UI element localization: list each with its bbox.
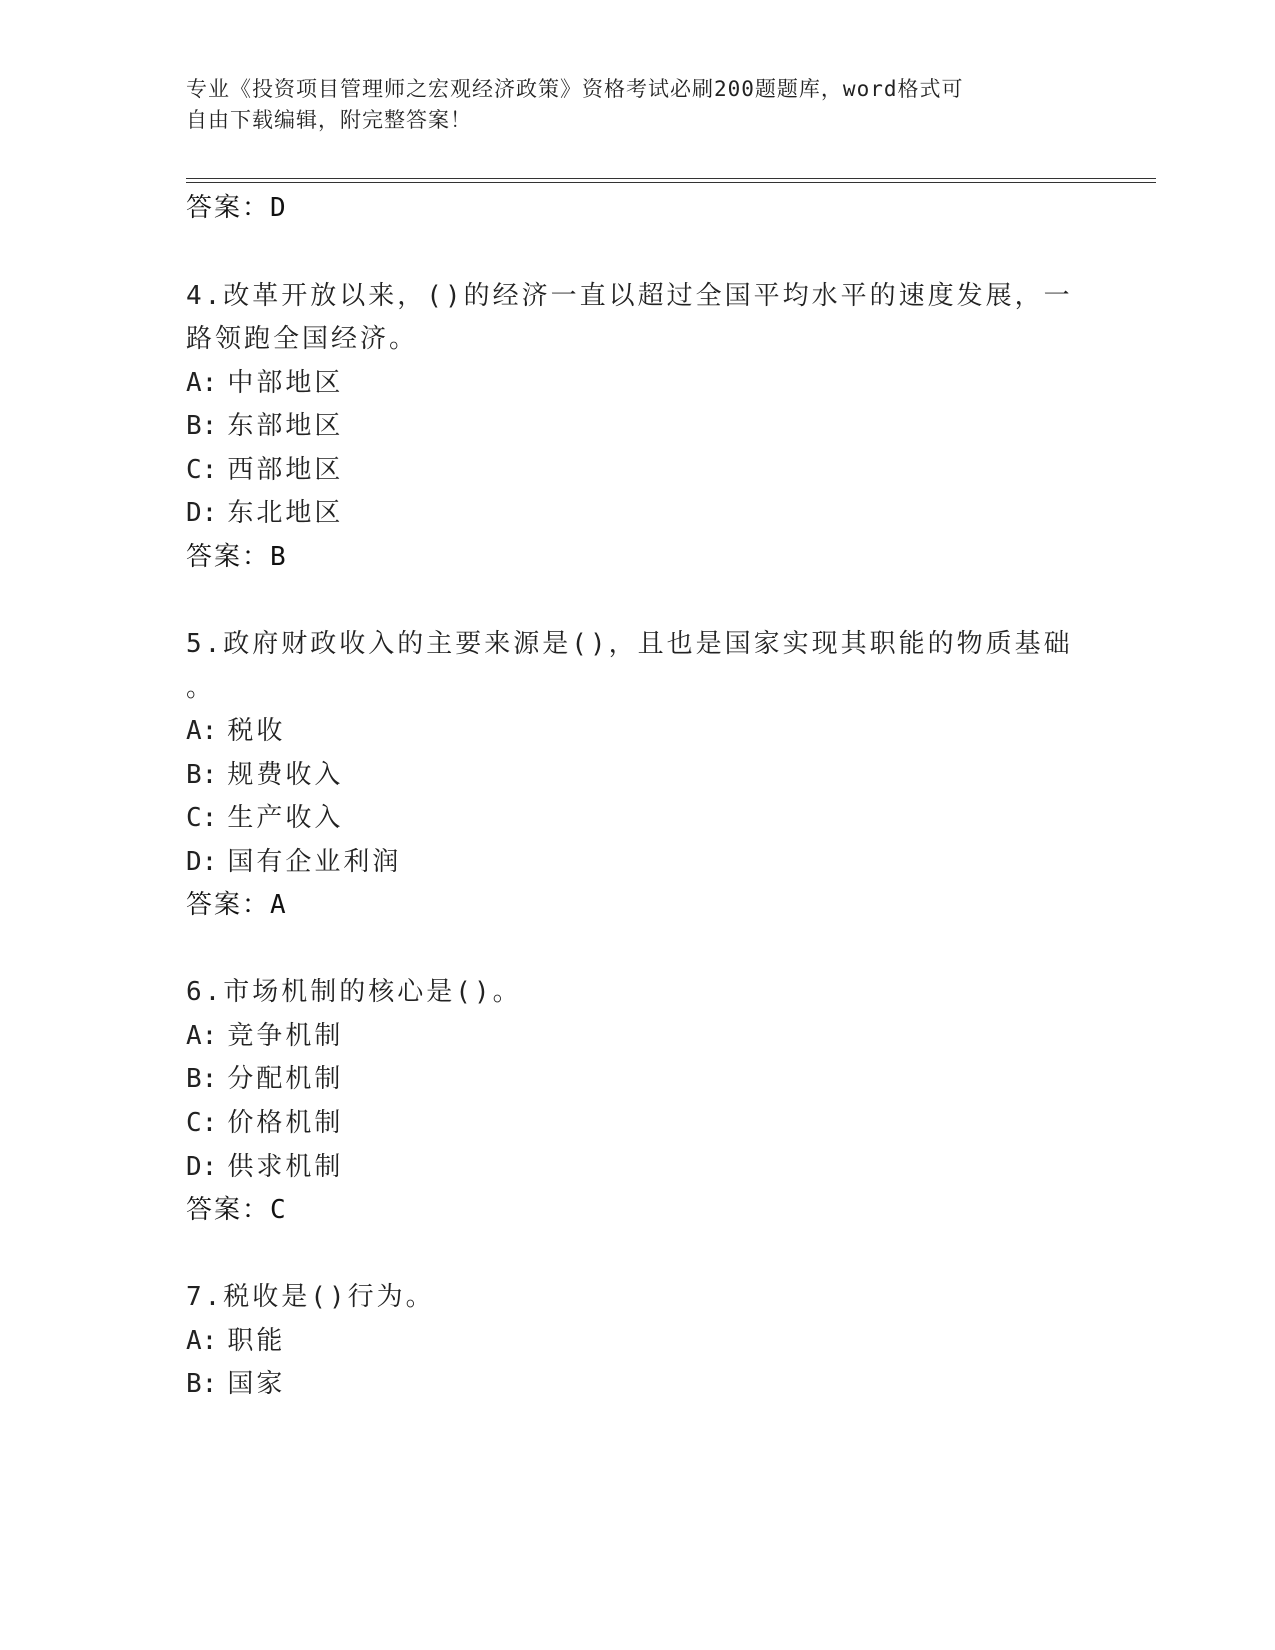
question-4-answer: 答案：B <box>186 542 288 572</box>
question-6-option-d: D: 供求机制 <box>186 1152 344 1182</box>
answer-prev: 答案：D <box>186 193 288 223</box>
question-5-option-a: A: 税收 <box>186 716 286 746</box>
header-title-line-1: 专业《投资项目管理师之宏观经济政策》资格考试必刷200题题库，word格式可 <box>186 77 964 101</box>
question-4-option-a: A: 中部地区 <box>186 368 344 398</box>
question-5-option-c: C: 生产收入 <box>186 803 344 833</box>
question-4-option-b: B: 东部地区 <box>186 411 344 441</box>
question-4-option-c: C: 西部地区 <box>186 455 344 485</box>
header-rule-bottom <box>186 182 1156 183</box>
question-6-answer: 答案：C <box>186 1195 288 1225</box>
header-rule-top <box>186 178 1156 179</box>
question-5-option-b: B: 规费收入 <box>186 760 344 790</box>
question-4-stem-line-2: 路领跑全国经济。 <box>186 324 419 354</box>
question-7-stem-line-1: 7.税收是()行为。 <box>186 1282 435 1312</box>
question-7-option-b: B: 国家 <box>186 1369 286 1399</box>
question-5-stem-line-1: 5.政府财政收入的主要来源是()，且也是国家实现其职能的物质基础 <box>186 629 1073 659</box>
question-6-option-b: B: 分配机制 <box>186 1064 344 1094</box>
question-6-option-c: C: 价格机制 <box>186 1108 344 1138</box>
question-5-option-d: D: 国有企业利润 <box>186 847 402 877</box>
question-4-option-d: D: 东北地区 <box>186 498 344 528</box>
document-header <box>186 74 1066 136</box>
question-6-stem-line-1: 6.市场机制的核心是()。 <box>186 977 522 1007</box>
header-title-line-2: 自由下载编辑，附完整答案！ <box>186 108 472 132</box>
question-5-stem-line-2: 。 <box>186 673 216 703</box>
question-6-option-a: A: 竞争机制 <box>186 1021 344 1051</box>
question-5-answer: 答案：A <box>186 890 288 920</box>
question-7-option-a: A: 职能 <box>186 1326 286 1356</box>
question-4-stem-line-1: 4.改革开放以来，()的经济一直以超过全国平均水平的速度发展，一 <box>186 281 1073 311</box>
